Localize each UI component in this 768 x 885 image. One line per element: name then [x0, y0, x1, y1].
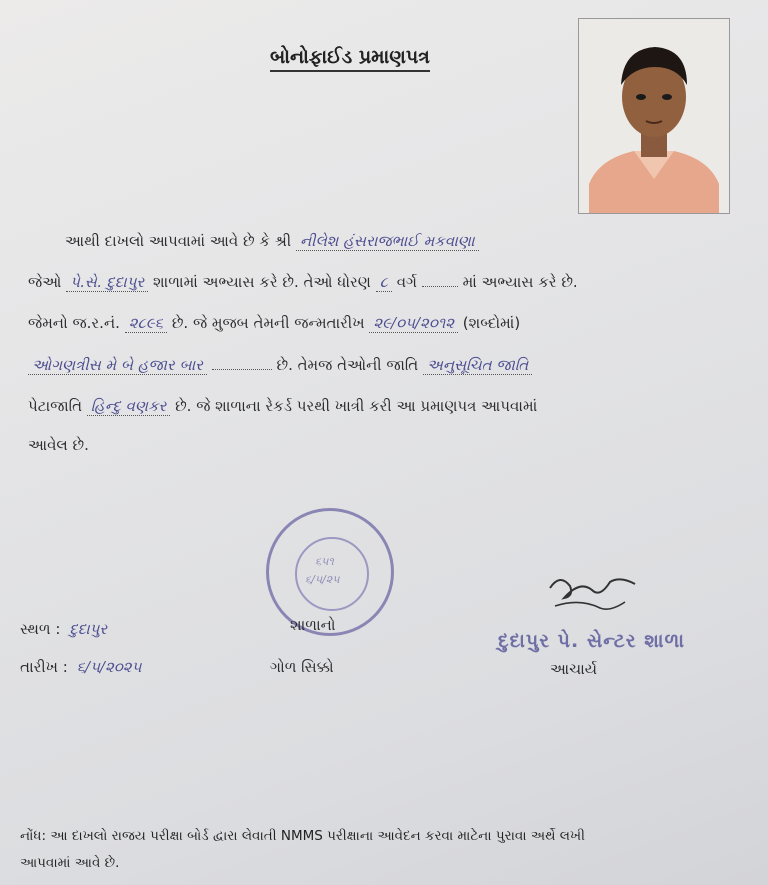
line5-suffix: છે. જે શાળાના રેકર્ડ પરથી ખાત્રી કરી આ પ્રમાણપત્ર આપવામાં	[175, 397, 538, 415]
line3-prefix: જેમનો જ.ર.નં.	[28, 314, 120, 332]
student-photo	[578, 18, 730, 214]
para-line-3	[28, 314, 520, 332]
note-line-1: નોંધ: આ દાખલો રાજય પરીક્ષા બોર્ડ દ્વારા લેવાતી NMMS પરીક્ષાના આવેદન કરવા માટેના પુરાવા અર્થે લખી	[20, 828, 585, 844]
para-line-1	[65, 232, 479, 250]
date-row	[20, 658, 145, 676]
register-number: ૨૮૯૬	[125, 314, 167, 333]
place-label: સ્થળ :	[20, 620, 61, 638]
seal-label-2: ગોળ સિક્કો	[270, 658, 334, 676]
line2-suffix: માં અભ્યાસ કરે છે.	[462, 273, 578, 291]
school-name: પે.સે. દુદાપુર	[66, 273, 148, 292]
line3-suffix: (શબ્દોમાં)	[462, 314, 521, 332]
para-line-5	[28, 397, 537, 415]
seal-label-1: શાળાનો	[290, 616, 336, 634]
school-stamp-text: દુદાપુર પે. સેન્ટર શાળા	[498, 630, 686, 652]
line3-mid: છે. જે મુજબ તેમની જન્મતારીખ	[171, 314, 365, 332]
para-line-6: આવેલ છે.	[28, 436, 89, 454]
certificate-title: બોનોફાઈડ પ્રમાણપત્ર	[270, 46, 430, 72]
line5-prefix: પેટાજાતિ	[28, 397, 83, 415]
seal-number: ૬૫૧	[315, 555, 334, 568]
line2-mid2: વર્ગ	[396, 273, 417, 291]
student-name: નીલેશ હંસરાજભાઈ મકવાણા	[296, 232, 479, 251]
place-value: દુદાપુર	[69, 620, 108, 638]
date-label: તારીખ :	[20, 658, 68, 676]
class-division-blank	[422, 286, 458, 287]
line2-prefix: જેઓ	[28, 273, 62, 291]
para-line-4	[28, 356, 532, 374]
date-value: ૬/૫/૨૦૨૫	[76, 658, 142, 676]
caste-value: અનુસૂચિત જાતિ	[423, 356, 532, 375]
line4-mid: છે. તેમજ તેઓની જાતિ	[276, 356, 419, 374]
line1-prefix: આથી દાખલો આપવામાં આવે છે કે શ્રી	[65, 232, 292, 250]
standard-value: ૮	[376, 273, 392, 292]
words-trailing-dots	[212, 369, 272, 370]
note-line-2: આપવામાં આવે છે.	[20, 855, 120, 871]
subcaste-value: હિન્દુ વણકર	[87, 397, 171, 416]
principal-label: આચાર્ય	[550, 660, 598, 678]
para-line-2	[28, 273, 578, 291]
birth-date-words: ઓગણત્રીસ મે બે હજાર બાર	[28, 356, 207, 375]
principal-signature	[540, 568, 650, 622]
birth-date: ૨૯/૦૫/૨૦૧૨	[369, 314, 458, 333]
line2-mid: શાળામાં અભ્યાસ કરે છે. તેઓ ધોરણ	[152, 273, 371, 291]
seal-date: ૬/૫/૨૫	[305, 573, 340, 586]
place-row	[20, 620, 111, 638]
